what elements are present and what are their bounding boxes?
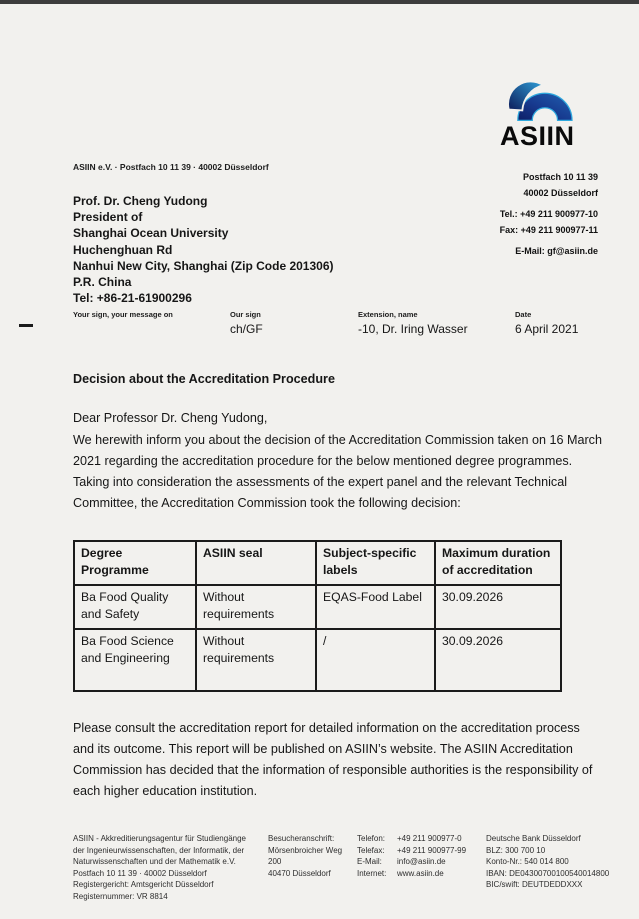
recipient-title: President of	[73, 210, 143, 225]
footer-visitor-line: Besucheranschrift:	[268, 834, 335, 843]
footer-org-line: Registernummer: VR 8814	[73, 891, 168, 901]
footer-org-line: Registergericht: Amtsgericht Düsseldorf	[73, 880, 214, 889]
ref-our-sign	[230, 310, 358, 336]
recipient-country: P.R. China	[73, 275, 132, 290]
footer-email-row	[357, 856, 485, 868]
subject-line: Decision about the Accreditation Procedure	[73, 372, 335, 386]
footer-email-value: info@asiin.de	[397, 857, 446, 866]
footer-telefon-row	[357, 833, 485, 845]
table-header-row	[74, 541, 561, 585]
ref-extension-value: -10, Dr. Iring Wasser	[358, 322, 468, 336]
scan-top-edge	[0, 0, 639, 4]
body-paragraph-1: We herewith inform you about the decision of the Accreditation Commission taken on 16 March 2021 regarding the accreditation procedure for the below mentioned degree programmes. Taking into consideration the assessments of the expert panel and the relevant Technical Committee, the Accreditation Commission took the following decision:	[73, 433, 602, 510]
footer-bank	[486, 833, 639, 891]
fold-mark	[19, 324, 33, 327]
accreditation-decision-table	[73, 540, 562, 692]
sender-return-address: ASIIN e.V. · Postfach 10 11 39 · 40002 Düsseldorf	[73, 162, 269, 172]
ref-date-value: 6 April 2021	[515, 322, 579, 336]
footer-bank-line: BLZ: 300 700 10	[486, 845, 546, 855]
footer-bank-line: IBAN: DE04300700100540014800	[486, 868, 610, 878]
footer-visitor-line: 200	[268, 857, 282, 866]
asiin-logo-text: ASIIN	[500, 121, 575, 151]
footer-visitor-address	[268, 833, 356, 879]
contact-city: 40002 Düsseldorf	[523, 188, 598, 198]
col-degree-programme: Degree Programme	[74, 541, 196, 585]
ref-our-sign-label: Our sign	[230, 310, 261, 319]
ref-date-label: Date	[515, 310, 532, 319]
recipient-institution: Shanghai Ocean University	[73, 226, 229, 241]
table-row	[74, 585, 561, 629]
cell-programme-2: Ba Food Science and Engineering	[74, 629, 196, 691]
footer-telefax-label: Telefax:	[357, 845, 385, 855]
footer-internet-value: www.asiin.de	[397, 868, 444, 878]
footer-bank-line: Konto-Nr.: 540 014 800	[486, 857, 569, 866]
letter-body	[73, 372, 603, 802]
ref-extension	[358, 310, 515, 336]
footer-visitor-line: Mörsenbroicher Weg	[268, 845, 343, 855]
cell-label-1: EQAS-Food Label	[316, 585, 435, 629]
ref-extension-label: Extension, name	[358, 310, 418, 319]
recipient-street: Huchenghuan Rd	[73, 242, 173, 257]
footer-telefax-row	[357, 845, 485, 857]
ref-date	[515, 310, 619, 336]
contact-email: E-Mail: gf@asiin.de	[515, 246, 598, 256]
reference-line	[73, 310, 619, 336]
footer-internet-label: Internet:	[357, 868, 387, 878]
recipient-phone: Tel: +86-21-61900296	[73, 291, 192, 306]
cell-label-2: /	[316, 629, 435, 691]
table-row	[74, 629, 561, 691]
footer-org-line: Naturwissenschaften und der Mathematik e.V.	[73, 857, 236, 866]
ref-your-sign	[73, 310, 230, 336]
cell-seal-2: Without requirements	[196, 629, 316, 691]
footer-telefon-label: Telefon:	[357, 834, 386, 843]
recipient-address	[73, 193, 334, 306]
cell-seal-1: Without requirements	[196, 585, 316, 629]
ref-your-sign-value	[73, 322, 230, 336]
contact-postfach: Postfach 10 11 39	[522, 172, 598, 182]
contact-block	[500, 169, 598, 264]
asiin-logo	[500, 68, 582, 150]
footer-org-line: der Ingenieurwissenschaften, der Informatik, der	[73, 845, 245, 855]
footer-email-label: E-Mail:	[357, 857, 382, 866]
ref-your-sign-label: Your sign, your message on	[73, 310, 173, 319]
footer-org-line: ASIIN - Akkreditierungsagentur für Studiengänge	[73, 834, 246, 843]
col-asiin-seal: ASIIN seal	[196, 541, 316, 585]
asiin-swoosh-icon	[505, 68, 583, 124]
letter-footer	[73, 833, 631, 913]
cell-duration-1: 30.09.2026	[435, 585, 561, 629]
body-paragraph-2: Please consult the accreditation report for detailed information on the accreditation process and its outcome. This report will be published on ASIIN’s website. The ASIIN Accreditation Commission has decided that the information of responsible authorities is the responsibility of each higher education institution.	[73, 721, 593, 798]
footer-org-line: Postfach 10 11 39 · 40002 Düsseldorf	[73, 868, 207, 878]
contact-tel: Tel.: +49 211 900977-10	[499, 209, 598, 219]
footer-telefon-value: +49 211 900977-0	[397, 834, 462, 843]
ref-our-sign-value: ch/GF	[230, 322, 263, 336]
contact-fax: Fax: +49 211 900977-11	[499, 225, 598, 235]
salutation: Dear Professor Dr. Cheng Yudong,	[73, 411, 268, 425]
recipient-name: Prof. Dr. Cheng Yudong	[73, 194, 208, 208]
footer-visitor-line: 40470 Düsseldorf	[268, 868, 331, 878]
col-max-duration: Maximum duration of accreditation	[435, 541, 561, 585]
footer-bank-line: Deutsche Bank Düsseldorf	[486, 834, 581, 843]
cell-duration-2: 30.09.2026	[435, 629, 561, 691]
cell-programme-1: Ba Food Quality and Safety	[74, 585, 196, 629]
col-subject-labels: Subject-specific labels	[316, 541, 435, 585]
footer-contact	[357, 833, 485, 879]
footer-internet-row	[357, 868, 485, 880]
footer-telefax-value: +49 211 900977-99	[397, 845, 467, 855]
footer-organization	[73, 833, 271, 902]
recipient-city: Nanhui New City, Shanghai (Zip Code 201306)	[73, 258, 334, 273]
footer-bank-line: BIC/swift: DEUTDEDDXXX	[486, 880, 583, 889]
